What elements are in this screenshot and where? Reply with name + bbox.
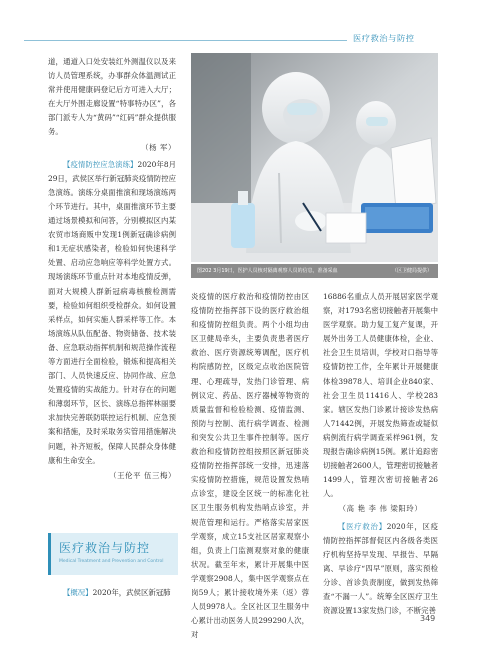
paragraph-text: 2020年8月29日，武侯区举行新冠肺炎疫情防控应急演练。演练分桌面推演和现场演练两个环节进行。其中，桌面推演环节主要通过场景模拟和问答，分别模拟区内某农贸市场商贩中发现1例新冠确诊病例和1无症状感染者，检验如何快速科学处置、启动应急响应等科学处置方式。现场演练环节重点针对本地疫情反弹，面对大规模人群新冠病毒核酸检测需要，检验如何组织受检群众。如何设置采样点，如何实施人群采样等工作。本场演练从队伍配备、物资储备、技术装备、应急联动指挥机制和规范操作流程等方面进行全面检验，锻炼和提高相关部门、人员快速反应、协同作战、应急处置疫情的实战能力。针对存在的问题和薄弱环节，区长、演练总指挥林丽要求加快完善联防联控运行机制、应急预案和措施，及时采取务实管用措施解决问题，补齐短板，保障人民群众身体健康和生命安全。 (48, 159, 176, 465)
author-signature: （高 艳 李 伟 梁阳玲） (338, 504, 423, 514)
author-signature: （杨 军） (141, 142, 176, 152)
paragraph (48, 586, 176, 600)
paragraph: 炎疫情的医疗救治和疫情防控由区疫情防控指挥部下设的医疗救治组和疫情防控组负责。两个小组均由区卫健局牵头，主要负责患者医疗救治、医疗资源统筹调配，医疗机构院感防控，区级定点收治医院管理、心理疏导，发热门诊管理、病例议定、药品、医疗器械等物资的质量监督和检验检测、疫情监测、预防与控制、流行病学调查、检测和突发公共卫生事件控制等。医疗救治和疫情防控组按照区新冠肺炎疫情防控指挥部统一安排，迅速落实疫情防控措施，规范设置发热哨点诊室，建设全区统一的标准化社区卫生服务机构发热哨点诊室，并规范管理和运行。严格落实居家医学观察，成立15支社区居家观察小组，负责上门监测观察对象的健康状况。截至年末，累计开展集中医学观察2908人，集中医学观察点在岗59人；累计接收境外来（返）蓉人员9978人。全区社区卫生服务中心累计出动医务人员299290人次，对 (191, 292, 309, 640)
photo-illustration (191, 53, 438, 262)
photo-caption: 图202 3月19日，医护人员核对隔离观察人员的信息，准备采血 (197, 268, 338, 274)
page-number: 349 (420, 614, 436, 623)
column-left-top (48, 55, 176, 486)
column-left-bottom (48, 586, 176, 600)
column-right (323, 290, 438, 618)
paragraph-text: 2020年，武侯区新冠肺 (92, 588, 171, 597)
author-signature: （王伦平 伍三梅） (109, 470, 176, 480)
header-rule (24, 40, 347, 41)
section-tag: 【医疗救治】 (338, 521, 387, 531)
section-heading-cn: 医疗救治与防控 (59, 541, 151, 555)
paragraph-text: 2020年，区疫情防控指挥部督促区内各级各类医疗机构坚持早发现、早报告、早隔离、早诊疗“四早”原则，落实预检分诊、首诊负责制度，做到发热筛查“不漏一人”。统筹全区医疗卫生资源设置13家发热门诊，不断完善 (323, 521, 438, 616)
running-header-title: 医疗救治与防控 (353, 33, 415, 43)
paragraph (48, 158, 176, 468)
section-tag: 【疫情防控应急演练】 (63, 159, 138, 169)
section-heading-en: Medical Treatment and Prevention and Control (59, 559, 164, 564)
photo-caption-bar (191, 264, 438, 278)
paragraph: 道，通道入口处安装红外测温仪以及来访人员管理系统，办事群众体温测试正常并使用健康码登记后方可进入大厅；在大厅外围走廊设置“特事特办区”，各部门派专人为“黄码”“红码”群众提供服务。 (48, 57, 176, 137)
medical-staff-photo (191, 53, 438, 262)
paragraph (323, 520, 438, 619)
section-heading-box (48, 533, 178, 575)
section-tag: 【概况】 (63, 588, 93, 597)
photo-credit: （区卫健局提供） (391, 268, 432, 274)
paragraph: 16886名重点人员开展居家医学观察，对1793名密切接触者开展集中医学观察。助力复工复产复课，开展外出务工人员健康体检，企业、社会卫生员培训，学校对口指导等疫情防控工作，全年累计开展健康体检39878人、培训企业840家、社会卫生员11416人、学校283家。辖区发热门诊累计接诊发热病人71442例，开展发热筛查或疑似病例流行病学调查采样961例，发现报告确诊病例15例。累计追踪密切接触者2600人，管理密切接触者1499人，管理次密切接触者26人。 (323, 292, 438, 499)
column-middle (191, 290, 309, 642)
